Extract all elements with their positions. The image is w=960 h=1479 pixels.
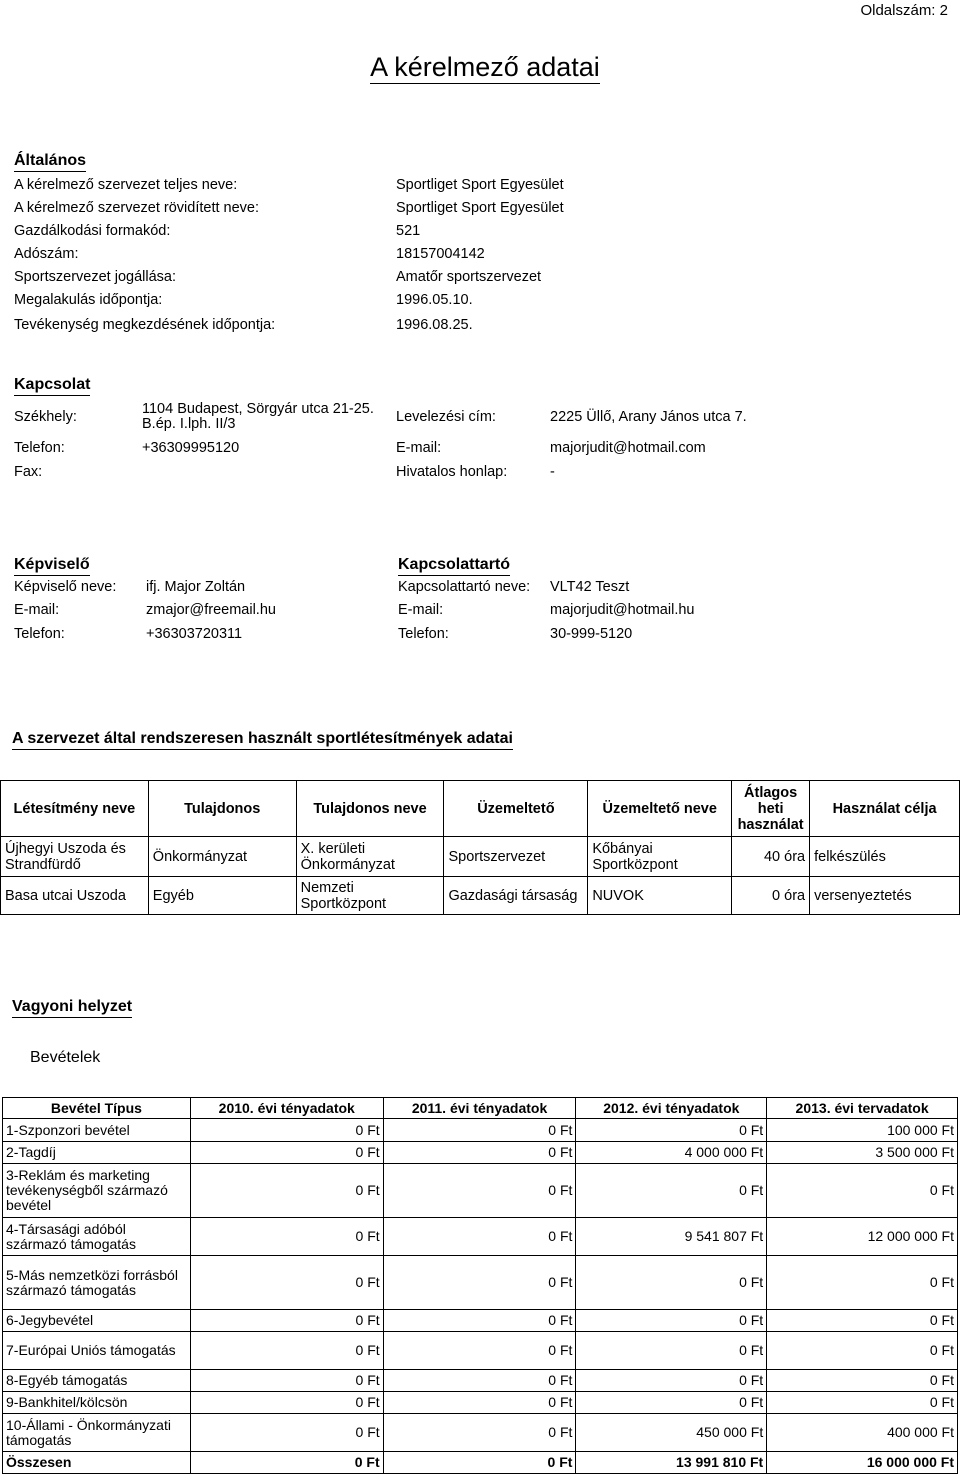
revenue-type: 5-Más nemzetközi forrásból származó támogatás [3,1256,191,1310]
representative-heading: Képviselő [14,556,90,576]
column-header: Üzemeltető [444,781,588,837]
table-cell: 0 Ft [383,1119,576,1142]
founding-date-value: 1996.05.10. [396,292,473,308]
revenue-table [2,1097,958,1474]
table-cell: 12 000 000 Ft [767,1218,958,1256]
page-title: A kérelmező adatai [370,52,600,82]
table-cell: 0 Ft [576,1332,767,1370]
table-cell: NUVOK [588,877,732,915]
tax-number-label: Adószám: [14,246,79,262]
contact-person-name-label: Kapcsolattartó neve: [398,579,531,595]
table-cell: 0 óra [732,877,810,915]
table-row [3,1370,958,1392]
table-cell: 0 Ft [190,1332,383,1370]
table-row [3,1414,958,1452]
contact-person-phone-value: 30-999-5120 [550,626,633,642]
contact-person-email-label: E-mail: [398,602,444,618]
table-cell: Basa utcai Uszoda [1,877,149,915]
phone-label: Telefon: [14,440,65,456]
email-label: E-mail: [396,440,442,456]
column-header: 2011. évi tényadatok [383,1098,576,1119]
activity-start-label: Tevékenység megkezdésének időpontja: [14,317,276,333]
table-header-row [1,781,960,837]
column-header: Átlagos heti használat [732,781,810,837]
revenue-type: 3-Reklám és marketing tevékenységből származó bevétel [3,1164,191,1218]
table-header-row [3,1098,958,1119]
table-cell: 0 Ft [383,1142,576,1164]
column-header: Létesítmény neve [1,781,149,837]
table-cell: 0 Ft [576,1119,767,1142]
table-cell: X. kerületi Önkormányzat [296,837,444,877]
table-cell: 0 Ft [767,1164,958,1218]
column-header: 2013. évi tervadatok [767,1098,958,1119]
representative-phone-value: +36303720311 [146,626,243,642]
table-cell: 0 Ft [576,1256,767,1310]
total-label: Összesen [3,1452,191,1474]
table-cell: 40 óra [732,837,810,877]
revenue-type: 2-Tagdíj [3,1142,191,1164]
revenue-type: 10-Állami - Önkormányzati támogatás [3,1414,191,1452]
table-cell: 0 Ft [190,1452,383,1474]
activity-start-value: 1996.08.25. [396,317,473,333]
table-cell: 0 Ft [576,1310,767,1332]
full-name-label: A kérelmező szervezet teljes neve: [14,177,238,193]
table-cell: 0 Ft [190,1218,383,1256]
table-row [1,877,960,915]
table-cell: Kőbányai Sportközpont [588,837,732,877]
table-cell: 0 Ft [190,1164,383,1218]
contact-person-phone-label: Telefon: [398,626,449,642]
representative-name-value: ifj. Major Zoltán [146,579,246,595]
revenue-type: 4-Társasági adóból származó támogatás [3,1218,191,1256]
representative-email-label: E-mail: [14,602,60,618]
table-cell: 0 Ft [383,1452,576,1474]
column-header: 2012. évi tényadatok [576,1098,767,1119]
column-header: Tulajdonos neve [296,781,444,837]
table-row [3,1310,958,1332]
seat-value: 1104 Budapest, Sörgyár utca 21-25. B.ép. I.lph. II/3 [142,401,374,432]
representative-phone-label: Telefon: [14,626,65,642]
column-header: Bevétel Típus [3,1098,191,1119]
financial-heading: Vagyoni helyzet [12,998,132,1018]
table-cell: 0 Ft [383,1414,576,1452]
revenue-type: 1-Szponzori bevétel [3,1119,191,1142]
table-cell: 0 Ft [190,1370,383,1392]
table-cell: Egyéb [148,877,296,915]
short-name-label: A kérelmező szervezet rövidített neve: [14,200,259,216]
representative-name-label: Képviselő neve: [14,579,117,595]
founding-date-label: Megalakulás időpontja: [14,292,163,308]
table-cell: 400 000 Ft [767,1414,958,1452]
table-cell: Sportszervezet [444,837,588,877]
table-cell: felkészülés [810,837,960,877]
legal-status-value: Amatőr sportszervezet [396,269,542,285]
table-row [1,837,960,877]
table-cell: 13 991 810 Ft [576,1452,767,1474]
table-row [3,1332,958,1370]
table-cell: 0 Ft [767,1256,958,1310]
column-header: Tulajdonos [148,781,296,837]
table-cell: Önkormányzat [148,837,296,877]
contact-person-email-value: majorjudit@hotmail.hu [550,602,695,618]
table-cell: 0 Ft [383,1392,576,1414]
table-row [3,1392,958,1414]
page-number: Oldalszám: 2 [860,2,948,19]
general-heading: Általános [14,152,86,172]
table-cell: 3 500 000 Ft [767,1142,958,1164]
business-code-value: 521 [396,223,421,239]
table-cell: 0 Ft [767,1370,958,1392]
table-cell: versenyeztetés [810,877,960,915]
table-cell: 0 Ft [190,1142,383,1164]
legal-status-label: Sportszervezet jogállása: [14,269,176,285]
business-code-label: Gazdálkodási formakód: [14,223,171,239]
email-value: majorjudit@hotmail.com [550,440,706,456]
table-row [3,1142,958,1164]
fax-label: Fax: [14,464,43,480]
short-name-value: Sportliget Sport Egyesület [396,200,564,216]
table-cell: 0 Ft [190,1256,383,1310]
table-cell: 100 000 Ft [767,1119,958,1142]
contact-person-name-value: VLT42 Teszt [550,579,630,595]
table-cell: 9 541 807 Ft [576,1218,767,1256]
table-row [3,1119,958,1142]
full-name-value: Sportliget Sport Egyesület [396,177,564,193]
table-cell: 0 Ft [576,1370,767,1392]
column-header: 2010. évi tényadatok [190,1098,383,1119]
table-cell: 0 Ft [383,1310,576,1332]
table-cell: 0 Ft [767,1332,958,1370]
revenue-type: 9-Bankhitel/kölcsön [3,1392,191,1414]
table-cell: Nemzeti Sportközpont [296,877,444,915]
table-cell: 0 Ft [190,1119,383,1142]
table-row [3,1218,958,1256]
column-header: Üzemeltető neve [588,781,732,837]
table-cell: 16 000 000 Ft [767,1452,958,1474]
table-cell: Gazdasági társaság [444,877,588,915]
facilities-heading: A szervezet által rendszeresen használt sportlétesítmények adatai [12,730,513,750]
table-cell: 0 Ft [190,1414,383,1452]
website-value: - [550,464,555,480]
table-cell: 0 Ft [383,1370,576,1392]
mailing-address-label: Levelezési cím: [396,409,496,425]
phone-value: +36309995120 [142,440,240,456]
table-cell: 0 Ft [190,1392,383,1414]
revenue-subheading: Bevételek [30,1049,101,1066]
website-label: Hivatalos honlap: [396,464,508,480]
revenue-type: 6-Jegybevétel [3,1310,191,1332]
table-cell: 0 Ft [767,1310,958,1332]
revenue-type: 8-Egyéb támogatás [3,1370,191,1392]
column-header: Használat célja [810,781,960,837]
table-cell: 0 Ft [576,1164,767,1218]
table-cell: 0 Ft [383,1218,576,1256]
table-cell: 0 Ft [383,1256,576,1310]
contact-person-heading: Kapcsolattartó [398,556,510,576]
representative-email-value: zmajor@freemail.hu [146,602,276,618]
mailing-address-value: 2225 Üllő, Arany János utca 7. [550,409,747,425]
table-cell: Újhegyi Uszoda és Strandfürdő [1,837,149,877]
table-cell: 0 Ft [383,1332,576,1370]
contact-heading: Kapcsolat [14,376,90,396]
table-cell: 0 Ft [383,1164,576,1218]
table-cell: 0 Ft [767,1392,958,1414]
seat-label: Székhely: [14,409,77,425]
table-cell: 450 000 Ft [576,1414,767,1452]
table-cell: 4 000 000 Ft [576,1142,767,1164]
table-cell: 0 Ft [576,1392,767,1414]
total-row [3,1452,958,1474]
table-row [3,1164,958,1218]
tax-number-value: 18157004142 [396,246,485,262]
table-row [3,1256,958,1310]
revenue-type: 7-Európai Uniós támogatás [3,1332,191,1370]
facilities-table [0,780,960,915]
table-cell: 0 Ft [190,1310,383,1332]
